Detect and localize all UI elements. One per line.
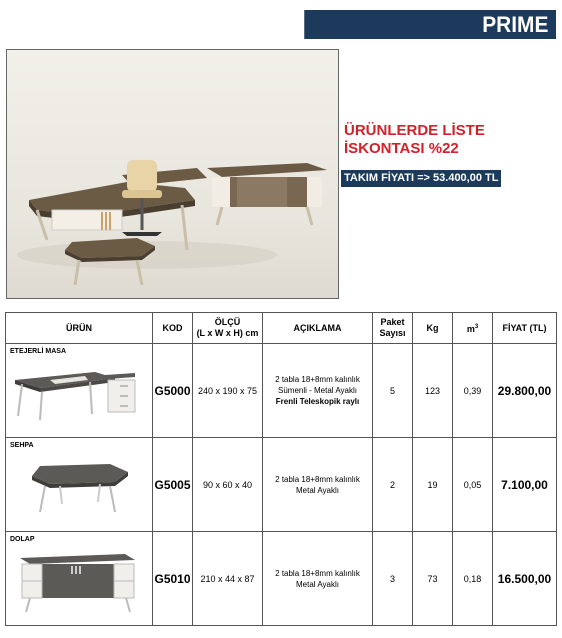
header-m3	[453, 313, 493, 344]
description-line-1: 2 tabla 18+8mm kalınlık	[275, 375, 360, 384]
product-name: ETEJERLİ MASA	[10, 348, 67, 355]
product-name: DOLAP	[10, 536, 35, 543]
package-count: 2	[373, 438, 413, 532]
header-aciklama: AÇIKLAMA	[263, 313, 373, 344]
header-fiyat: FİYAT (TL)	[493, 313, 557, 344]
price-tl: 16.500,00	[493, 532, 557, 626]
price-tl: 29.800,00	[493, 344, 557, 438]
product-description	[263, 344, 373, 438]
office-set-photo	[6, 49, 339, 299]
cabinet-image	[10, 546, 140, 616]
desk-image	[10, 358, 140, 428]
table-row	[6, 344, 557, 438]
product-cell	[6, 344, 153, 438]
product-code: G5010	[153, 532, 193, 626]
header-m3-sup: 3	[474, 323, 479, 330]
product-code: G5005	[153, 438, 193, 532]
discount-notice	[344, 122, 485, 158]
weight-kg: 123	[413, 344, 453, 438]
discount-line-2: İSKONTASI %22	[344, 140, 459, 157]
discount-line-1: ÜRÜNLERDE LİSTE	[344, 122, 485, 139]
description-line-1: 2 tabla 18+8mm kalınlık	[275, 568, 360, 578]
header-kod: KOD	[153, 313, 193, 344]
description-line-3: Frenli Teleskopik raylı	[275, 397, 360, 406]
product-size: 210 x 44 x 87	[193, 532, 263, 626]
table-header-row	[6, 313, 557, 344]
weight-kg: 73	[413, 532, 453, 626]
product-size: 240 x 190 x 75	[193, 344, 263, 438]
package-count: 5	[373, 344, 413, 438]
package-count: 3	[373, 532, 413, 626]
weight-kg: 19	[413, 438, 453, 532]
header-olcu-title: ÖLÇÜ	[214, 317, 241, 327]
product-code: G5000	[153, 344, 193, 438]
product-name: SEHPA	[10, 442, 34, 449]
header-m3-base: m	[466, 323, 475, 334]
product-description	[263, 532, 373, 626]
product-size: 90 x 60 x 40	[193, 438, 263, 532]
brand-banner: PRIME	[304, 10, 556, 39]
header-kg: Kg	[413, 313, 453, 344]
description-line-2: Metal Ayaklı	[296, 579, 339, 589]
volume-m3: 0,18	[453, 532, 493, 626]
product-description	[263, 438, 373, 532]
header-urun: ÜRÜN	[6, 313, 153, 344]
description-line-2: Sümenli - Metal Ayaklı	[278, 386, 357, 395]
set-price-tag: TAKIM FİYATI => 53.400,00 TL	[341, 170, 501, 187]
product-table	[5, 312, 557, 626]
header-olcu-units: (L x W x H) cm	[196, 328, 259, 338]
volume-m3: 0,05	[453, 438, 493, 532]
coffee-table-image	[10, 452, 140, 522]
office-set-illustration	[7, 50, 339, 299]
header-paket	[373, 313, 413, 344]
price-tl: 7.100,00	[493, 438, 557, 532]
header-olcu	[193, 313, 263, 344]
description-line-1: 2 tabla 18+8mm kalınlık	[275, 474, 360, 484]
product-cell	[6, 438, 153, 532]
header-paket-line2: Sayısı	[379, 328, 406, 338]
table-row	[6, 438, 557, 532]
volume-m3: 0,39	[453, 344, 493, 438]
table-row	[6, 532, 557, 626]
product-cell	[6, 532, 153, 626]
header-paket-line1: Paket	[380, 317, 405, 327]
description-line-2: Metal Ayaklı	[296, 485, 339, 495]
